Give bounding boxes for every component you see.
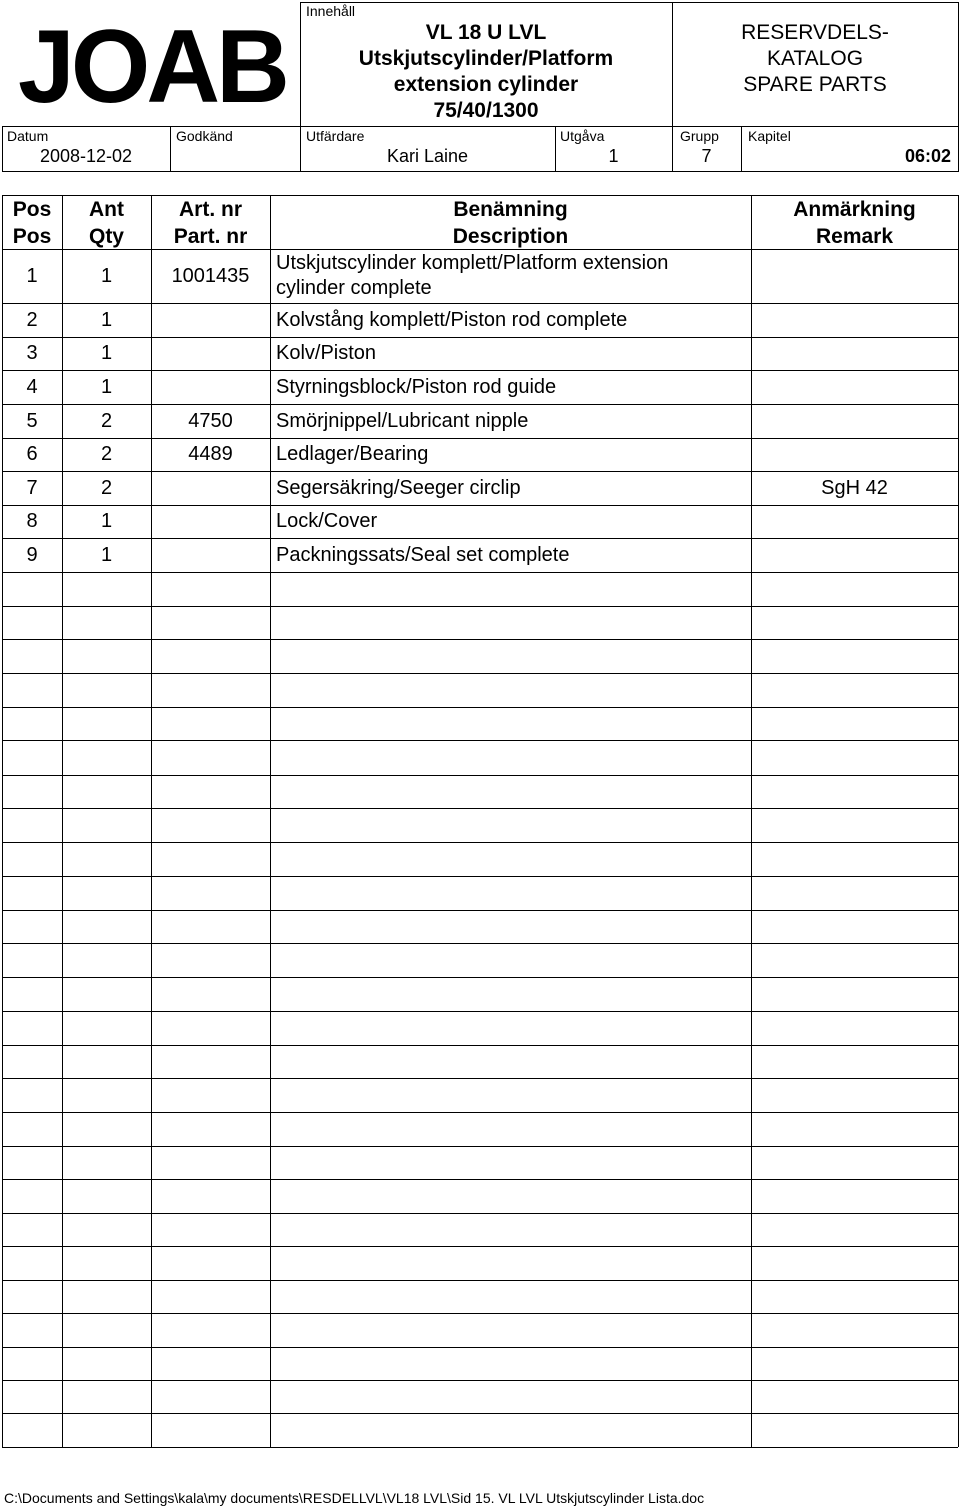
- col-header-desc-sv: Benämning: [453, 198, 568, 221]
- col-header-desc-en: Description: [452, 225, 569, 248]
- pos-cell: 4: [26, 376, 38, 398]
- part-number-cell: 4750: [188, 410, 233, 432]
- col-header-part-sv: Art. nr: [179, 198, 242, 221]
- part-number-cell: [151, 505, 270, 538]
- catalog-heading: [672, 20, 958, 98]
- utgava-label: Utgåva: [560, 128, 605, 144]
- col-header-qty-sv: Ant: [89, 198, 124, 221]
- col-header-pos-en: Pos: [12, 225, 52, 248]
- qty-cell: 1: [100, 376, 113, 398]
- title-line-model: VL 18 U LVL: [425, 21, 547, 44]
- col-header-qty: [62, 196, 151, 250]
- pos-cell: 3: [26, 342, 38, 364]
- part-number-cell: [151, 337, 270, 370]
- remark-cell: [751, 505, 958, 538]
- col-header-qty-en: Qty: [88, 225, 124, 248]
- grupp-label: Grupp: [680, 128, 719, 144]
- utfardare-value: Kari Laine: [386, 146, 469, 166]
- description-cell: Segersäkring/Seeger circlip: [276, 477, 521, 499]
- catalog-line-3: SPARE PARTS: [743, 73, 887, 96]
- remark-cell: SgH 42: [821, 477, 888, 499]
- part-number-cell: 4489: [188, 443, 233, 465]
- qty-cell: 2: [100, 443, 113, 465]
- title-line-name-en: extension cylinder: [393, 73, 579, 96]
- remark-cell: [751, 303, 958, 337]
- description-cell: [276, 251, 746, 301]
- pos-cell: 6: [26, 443, 38, 465]
- col-header-desc: [270, 196, 751, 250]
- part-number-cell: [151, 303, 270, 337]
- title-line-dimensions: 75/40/1300: [433, 99, 539, 122]
- pos-cell: 5: [26, 410, 38, 432]
- catalog-line-1: RESERVDELS-: [741, 21, 889, 44]
- qty-cell: 2: [100, 477, 113, 499]
- part-number-cell: [151, 370, 270, 404]
- pos-cell: 8: [26, 510, 38, 532]
- description-cell: Kolvstång komplett/Piston rod complete: [276, 309, 628, 331]
- qty-cell: 1: [100, 309, 113, 331]
- pos-cell: 7: [26, 477, 38, 499]
- description-line: cylinder complete: [276, 277, 432, 299]
- pos-cell: 1: [26, 265, 38, 287]
- remark-cell: [751, 438, 958, 471]
- datum-value: 2008-12-02: [39, 146, 133, 166]
- description-cell: Styrningsblock/Piston rod guide: [276, 376, 557, 398]
- qty-cell: 1: [100, 342, 113, 364]
- col-header-pos: [2, 196, 62, 250]
- col-header-part: [151, 196, 270, 250]
- description-line: Utskjutscylinder komplett/Platform extension: [276, 252, 669, 274]
- qty-cell: 2: [100, 410, 113, 432]
- description-cell: Ledlager/Bearing: [276, 443, 429, 465]
- description-cell: Packningssats/Seal set complete: [276, 544, 570, 566]
- qty-cell: 1: [100, 510, 113, 532]
- datum-label: Datum: [7, 128, 49, 144]
- remark-cell: [751, 404, 958, 438]
- pos-cell: 9: [26, 544, 38, 566]
- catalog-line-2: KATALOG: [766, 47, 864, 70]
- pos-cell: 2: [26, 309, 38, 331]
- part-number-cell: [151, 538, 270, 572]
- part-number-cell: 1001435: [171, 265, 250, 287]
- contents-label: Innehåll: [306, 3, 356, 19]
- remark-cell: [751, 538, 958, 572]
- title-line-name-sv: Utskjutscylinder/Platform: [358, 47, 614, 70]
- description-cell: Smörjnippel/Lubricant nipple: [276, 410, 529, 432]
- description-cell: Kolv/Piston: [276, 342, 377, 364]
- col-header-remark-sv: Anmärkning: [793, 198, 916, 221]
- col-header-remark: [751, 196, 958, 250]
- svg-text:JOAB: JOAB: [18, 22, 286, 110]
- col-header-part-en: Part. nr: [173, 225, 248, 248]
- col-header-remark-en: Remark: [815, 225, 894, 248]
- part-number-cell: [151, 471, 270, 505]
- description-cell: Lock/Cover: [276, 510, 378, 532]
- qty-cell: 1: [100, 544, 113, 566]
- utfardare-label: Utfärdare: [306, 128, 365, 144]
- remark-cell: [751, 249, 958, 303]
- qty-cell: 1: [100, 265, 113, 287]
- godkand-label: Godkänd: [176, 128, 233, 144]
- joab-logo: [18, 22, 288, 110]
- file-path-footer: C:\Documents and Settings\kala\my documents\RESDELLVL\VL18 LVL\Sid 15. VL LVL Utskjutscylinder Lista.doc: [4, 1490, 705, 1506]
- kapitel-value: 06:02: [904, 146, 951, 166]
- kapitel-label: Kapitel: [748, 128, 791, 144]
- grupp-value: 7: [701, 146, 712, 166]
- document-title: [300, 20, 672, 124]
- remark-cell: [751, 370, 958, 404]
- col-header-pos-sv: Pos: [12, 198, 52, 221]
- remark-cell: [751, 337, 958, 370]
- utgava-value: 1: [608, 146, 619, 166]
